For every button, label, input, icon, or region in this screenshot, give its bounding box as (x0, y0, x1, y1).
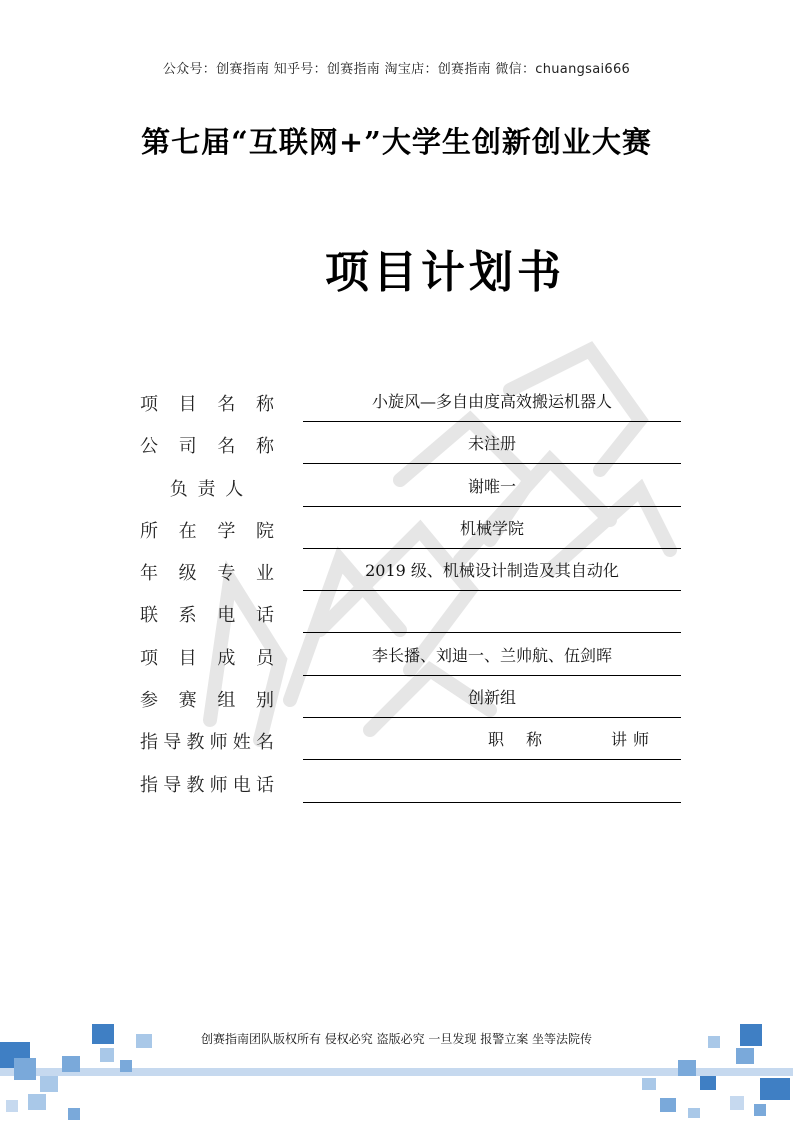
field-value (303, 718, 681, 760)
footer-copyright: 创赛指南团队版权所有 侵权必究 盗版必究 一旦发现 报警立案 坐等法院传 (200, 1032, 593, 1046)
field-value: 小旋风—多自由度高效搬运机器人 (303, 380, 681, 422)
project-info-form (140, 380, 685, 803)
field-label: 指导教师电话 (140, 774, 275, 796)
title-value: 讲师 (611, 730, 656, 750)
form-row-members (140, 634, 685, 676)
form-row-advisor-phone (140, 761, 685, 803)
field-label: 指导教师姓名 (140, 732, 275, 754)
form-row-grade-major (140, 549, 685, 591)
field-label: 年级专业 (140, 563, 275, 585)
field-value: 创新组 (303, 676, 681, 718)
field-label: 项目成员 (140, 647, 275, 669)
form-row-leader (140, 465, 685, 507)
field-label: 项目名称 (140, 394, 275, 415)
field-label: 参赛组别 (140, 690, 275, 712)
field-value: 机械学院 (303, 507, 681, 549)
field-label: 联系电话 (140, 605, 275, 627)
form-row-group (140, 676, 685, 718)
form-row-phone (140, 591, 685, 633)
contest-title: 第七届“互联网+”大学生创新创业大赛 (141, 125, 652, 159)
document-title: 项目计划书 (325, 247, 565, 298)
header-contact-line: 公众号：创赛指南 知乎号：创赛指南 淘宝店：创赛指南 微信：chuangsai666 (162, 62, 631, 77)
field-label: 所在学院 (140, 520, 275, 542)
field-label: 公司名称 (140, 436, 275, 458)
title-label: 职称 (488, 730, 565, 750)
field-value: 未注册 (303, 422, 681, 464)
field-value (303, 761, 681, 803)
field-value: 李长播、刘迪一、兰帅航、伍剑晖 (303, 634, 681, 676)
field-label: 负 责 人 (169, 478, 246, 500)
field-value: 2019 级、机械设计制造及其自动化 (303, 549, 681, 591)
field-value (303, 591, 681, 633)
form-row-advisor-name (140, 718, 685, 760)
field-value: 谢唯一 (303, 465, 681, 507)
footer-band (0, 1068, 793, 1076)
form-row-company-name (140, 422, 685, 464)
form-row-project-name (140, 380, 685, 422)
form-row-college (140, 507, 685, 549)
